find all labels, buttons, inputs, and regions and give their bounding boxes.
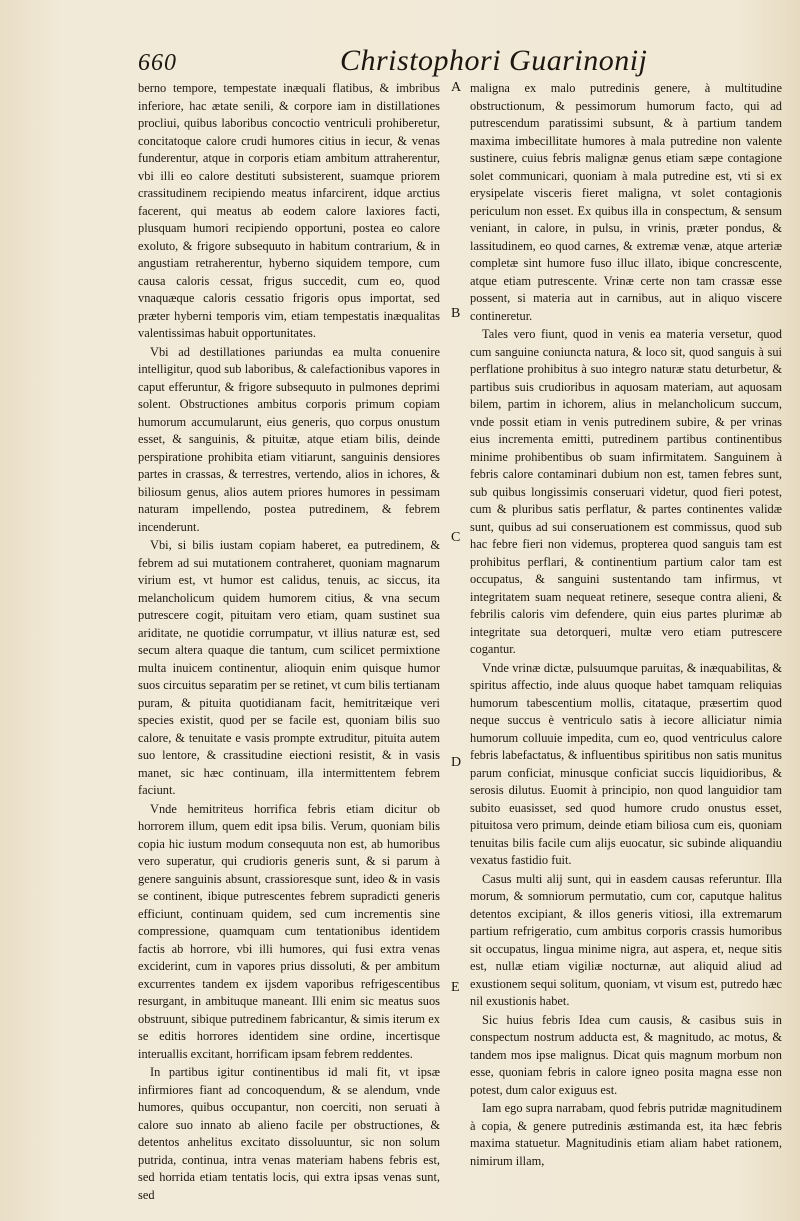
paragraph: Sic huius febris Idea cum causis, & casibus suis in conspectum nostrum adducta est, & magnitudo, ac motus, & tandem mos ipse malignus. Dicat quis magnum morbum non esse, quoniam febris in calore igneo posita magna esse non potest, dum calor exiguus est.	[470, 1012, 782, 1097]
margin-marker-c: C	[451, 530, 461, 545]
paragraph: maligna ex malo putredinis genere, à multitudine obstructionum, & pessimorum humorum facto, qui ad putrescendum paratissimi subsunt, & à partium tandem maxima imbecillitate humores à mala putredine non valente sustinere, cuius febris malignæ genus etiam sæpe contagione solet communicari, quoniam à mala putredine est, vti si ex erysipelate visceris fieret maligna, vt solet contagionis periculum non esset. Ex quibus illa in conspectum, & sensum veniant, in calore, in pulsu, in vrinis, præter pondus, & lassitudinem, eo quod carnes, & extremæ venæ, atque arteriæ completæ sint humore fuso illuc illato, ibique concrescente, atque etiam putrescente. Vrinæ certe non tam crassæ esse possent, si materia aut in carnibus, aut in aliquo viscere contineretur.	[470, 81, 782, 323]
page-header	[0, 42, 800, 82]
left-column	[138, 80, 440, 1204]
page-number: 660	[138, 50, 177, 76]
paragraph: Tales vero fiunt, quod in venis ea materia versetur, quod cum sanguine coniuncta natura, & loco sit, quod sanguis à sui perflatione prohibitus à suo integro naturæ statu deturbetur, & partibus suis crudioribus in aquosam materiam, aut aquosam bilem, partim in ichorem, alius in melancholicum succum, vnde possit etiam in venis putredinem subire, & per vrinas eius incrementa emitti, putredinem partibus continentibus minime prohibentibus ob suam infirmitatem. Sanguinem à febris calore contaminari dubium non est, tamen febres sunt, sub quibus longissimis conseruari videtur, quod fieri potest, cum & pluribus satis perflatur, & partes continentes validæ sunt, quibus ad sui conseruationem est commissus, quod sub hac febre fieri non videmus, propterea quod sanguis tam est prohibitus perflari, & continentium partium calor tam est occupatus, & sanguini sustentando tam infirmus, vt integritatem suam nequeat retinere, seseque contra alieni, & febrilis caloris vim defendere, quin eius partes plurimæ ab integritate sua detorqueri, multæ vero etiam putrescere cogantur.	[470, 327, 782, 656]
margin-marker-a: A	[451, 80, 462, 95]
running-title: Christophori Guarinonij	[340, 44, 648, 77]
paragraph: Vnde hemitriteus horrifica febris etiam dicitur ob horrorem illum, quem edit ipsa bilis. Verum, quoniam bilis copia hic iustum modum consequuta non est, ab humoribus vero superatur, qui crudioris generis sunt, & si parum à genere sanguinis absunt, crassioresque sunt, ideo & in vasis se continent, ibique putrescentes febrem supradicti generis efficiunt, continuam quidem, sed cum incrementis sine compressione, quamquam cum tentationibus identidem factis ab horrore, vbi illi humores, qui fusi extra venas exciderint, cum in vapores prius dissoluti, & per ambitum excurrentes tandem ex ijsdem vaporibus refrigescentibus resurgant, in ambituque maneant. Illi enim sic meatus suos obstruunt, sibique putredinem fabricantur, & simis iterum ex se editis horrores identidem sine ordine, incertisque interuallis excitant, horrificam ipsam febrem reddentes.	[138, 801, 440, 1061]
margin-marker-b: B	[451, 306, 461, 321]
paragraph: Iam ego supra narrabam, quod febris putridæ magnitudinem à copia, & genere putredinis æstimanda est, ita hæc febris maxima statuetur. Magnitudinis etiam aliam habet rationem, nimirum illam,	[470, 1101, 782, 1168]
paragraph: berno tempore, tempestate inæquali flatibus, & imbribus inferiore, hac ætate senili, & corpore iam in distillationes procliui, quibus laboribus concoctio ventriculi prohiberetur, concitatoque calore crudi humores citius in iecur, & venas funderentur, atque in corporis etiam ambitum attraherentur, vbi illi eo calore destituti subsisterent, suamque priorem crassitudinem recipiendo meatus infarcirent, idque arctius facerent, qui meatus ab eodem calore laxiores facti, plusquam humori recipiendo opportuni, postea eo calore exoluto, & frigore subsequuto in habitum contrarium, & in angustiam retraherentur, hyberno siquidem tempore, cum causa caloris cessat, frigus succedit, cum eo, quod vnaquæque caloris cessatio frigoris opus importat, sed præter hyberni temporis vim, etiam tempestatis inæqualitas valentissimas habuit opportunitates.	[138, 81, 440, 340]
paragraph: Vbi, si bilis iustam copiam haberet, ea putredinem, & febrem ad sui mutationem contraheret, quoniam magnarum virium est, vt humor est calidus, tenuis, ac siccus, ita melancholicum quidem humorem citius, & vna secum putrescere cogit, pituitam vero etiam, quam sustinet sua ariditate, ne quotidie corrumpatur, vt illius naturæ est, sed secum altera quaque die tantum, cum scilicet permixtione multa inuicem continentur, alioquin enim quisque humor suos circuitus separatim per se retinet, vt cum bilis tertianam puram, & pituita quotidianam facit, hemitritæique veri species existit, quod per se facile est, quoniam bilis suo calore, & tenuitate e vasis prompte extruditur, pituita autem suo lentore, & crassitudine eiectioni resistit, & in vasis manet, sic hæc continuam, illa intermittentem febrem faciunt.	[138, 538, 440, 797]
margin-marker-d: D	[451, 755, 462, 770]
paragraph: Vbi ad destillationes pariundas ea multa conuenire intelligitur, quod sub laboribus, & calefactionibus vapores in caput efferuntur, & frigore subsequuto in pulmones deprimi solent. Obstructiones ambitus corporis primum copiam humorum accumularunt, eius generis, quo corpus onustum esset, & sanguinis, & pituitæ, atque etiam bilis, deinde perspiratione prohibita etiam vitiarunt, sanguinis densiores partes in crassas, & terrestres, vertendo, alios in ichores, & biliosum genus, alios autem priores humores in pessimam naturam impellendo, postea putredinem, & febrem incenderunt.	[138, 344, 440, 534]
paragraph: Casus multi alij sunt, qui in easdem causas referuntur. Illa morum, & somniorum permutatio, cum cor, caputque halitus detentos excipiant, & illos generis vitiosi, illa extremarum partium refrigeratio, cum ambitus corporis crassis humoribus sit occupatus, lingua minime nigra, aut aspera, et, neque sitis est, nullæ etiam vigiliæ nocturnæ, aut aliquid aliud ad exustionem sequi solitum, quoniam, vt visum est, putredo hæc nil exustionis habet.	[470, 871, 782, 1008]
margin-marker-e: E	[451, 980, 460, 995]
paragraph: In partibus igitur continentibus id mali fit, vt ipsæ infirmiores fiant ad concoquendum, & se alendum, vnde humores, quibus occupantur, non coerciti, non seruati à calore suo innato ab alieno facile per obstructiones, & detentos anhelitus excitato dissoluuntur, sic non solum putrida, continua, intra venas materiam habens febris est, sed horrida etiam tentatis locis, qui extra ipsas venas sunt, sed	[138, 1065, 440, 1202]
paragraph: Vnde vrinæ dictæ, pulsuumque paruitas, & inæquabilitas, & spiritus affectio, inde aluus quoque habet tamquam reliquias humorum tabescentium mollis, citataque, præsertim quod neque succus è ventriculo satis à iecore alliciatur nimia humorum colluuie impedita, cum eo, quod ventriculus calore febris labefactatus, & influentibus spiritibus non satis munitus parum conficiat, minusque conficiat succis liquidioribus, & serosis dilutus. Euomit à principio, non quod languidior tam subito euasisset, sed quod humore crudo onustus esset, pituitosa vero primum, deinde etiam biliosa cum eis, quoniam tenuitas bilis facile cum alijs euocatur, sic subinde aliquandiu vexatus fastidio fuit.	[470, 660, 782, 867]
right-column	[470, 80, 782, 1170]
